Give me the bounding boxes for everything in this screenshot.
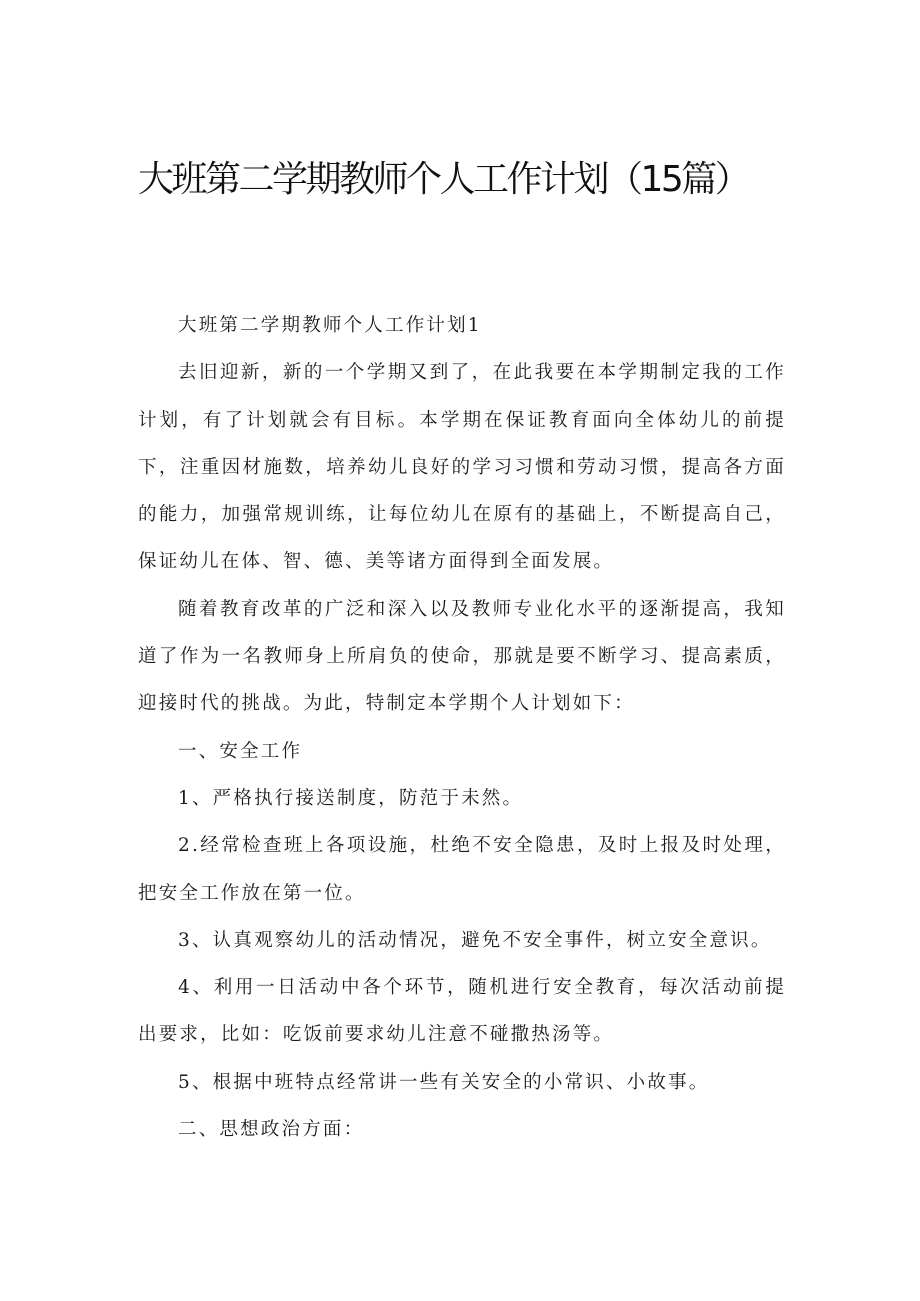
list-item: 3、认真观察幼儿的活动情况，避免不安全事件，树立安全意识。 (178, 929, 772, 951)
section-heading: 二、思想政治方面： (178, 1119, 365, 1141)
section-heading: 一、安全工作 (178, 740, 303, 762)
document-body (138, 302, 786, 1153)
section-heading: 大班第二学期教师个人工作计划1 (178, 315, 482, 336)
paragraph: 去旧迎新，新的一个学期又到了，在此我要在本学期制定我的工作计划，有了计划就会有目标。本学期在保证教育面向全体幼儿的前提下，注重因材施数，培养幼儿良好的学习习惯和劳动习惯，提高各方面的能力，加强常规训练，让每位幼儿在原有的基础上，不断提高自己，保证幼儿在体、智、德、美等诸方面得到全面发展。 (138, 362, 786, 573)
list-item: 5、根据中班特点经常讲一些有关安全的小常识、小故事。 (178, 1071, 710, 1093)
list-item: 4、利用一日活动中各个环节，随机进行安全教育，每次活动前提出要求，比如：吃饭前要求幼儿注意不碰撒热汤等。 (138, 977, 786, 1046)
list-item: 1、严格执行接送制度，防范于未然。 (178, 787, 524, 809)
document-title: 大班第二学期教师个人工作计划（15篇） (138, 159, 749, 200)
paragraph: 随着教育改革的广泛和深入以及教师专业化水平的逐渐提高，我知道了作为一名教师身上所肩负的使命，那就是要不断学习、提高素质，迎接时代的挑战。为此，特制定本学期个人计划如下： (138, 598, 786, 715)
list-item: 2.经常检查班上各项设施，杜绝不安全隐患，及时上报及时处理，把安全工作放在第一位。 (138, 835, 786, 904)
